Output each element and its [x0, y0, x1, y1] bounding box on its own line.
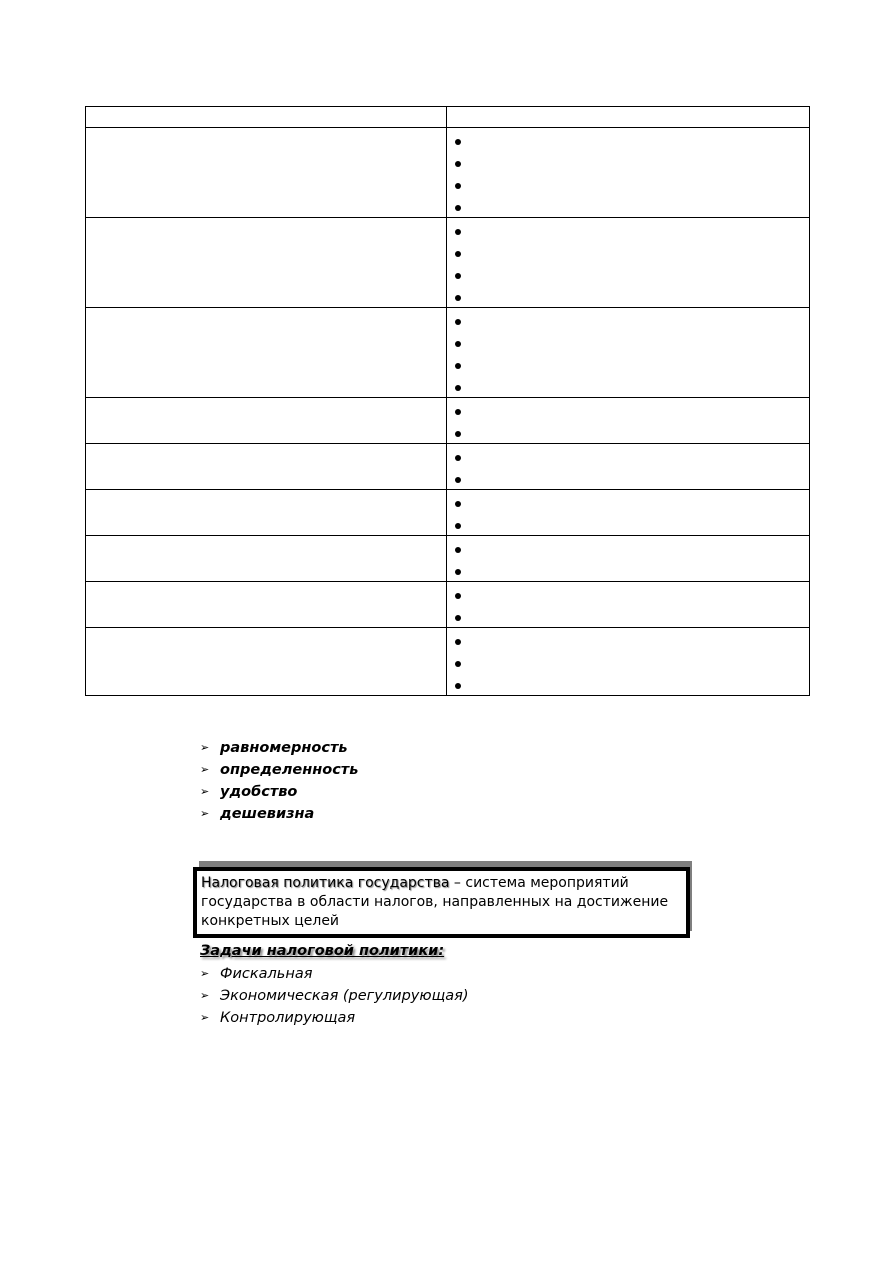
definition-term: Налоговая политика государства — [201, 875, 450, 891]
bullet-icon — [455, 409, 461, 415]
table-cell-left — [86, 218, 447, 308]
bullet-list — [447, 308, 809, 397]
table-cell-right — [447, 128, 810, 218]
list-item: ➢ дешевизна — [200, 803, 358, 825]
list-item — [447, 285, 809, 307]
tasks-list — [200, 963, 469, 1029]
bullet-icon — [455, 319, 461, 325]
table-row — [86, 628, 810, 696]
list-item — [447, 173, 809, 195]
list-item — [447, 309, 809, 331]
table-cell-right — [447, 218, 810, 308]
list-item — [447, 651, 809, 673]
bullet-list — [447, 128, 809, 217]
table-row — [86, 107, 810, 128]
table-cell-left — [86, 628, 447, 696]
bullet-icon — [455, 455, 461, 461]
arrowhead-icon: ➢ — [200, 989, 210, 1002]
definition-text: система мероприятий государства в области налогов, направленных на достижение конкретных целей — [201, 875, 669, 929]
list-item — [447, 195, 809, 217]
bullet-icon — [455, 683, 461, 689]
bullet-icon — [455, 273, 461, 279]
table-cell-right — [447, 308, 810, 398]
bullet-list — [447, 536, 809, 581]
table-cell-right — [447, 490, 810, 536]
bullet-list — [447, 628, 809, 695]
list-item — [447, 537, 809, 559]
table-cell-right — [447, 107, 810, 128]
bullet-list — [447, 444, 809, 489]
table-cell-right — [447, 628, 810, 696]
table-cell-left — [86, 128, 447, 218]
list-item: ➢ удобство — [200, 781, 358, 803]
bullet-icon — [455, 229, 461, 235]
bullet-icon — [455, 139, 461, 145]
bullet-icon — [455, 569, 461, 575]
table-cell-right — [447, 582, 810, 628]
table-row — [86, 490, 810, 536]
table-cell-left — [86, 398, 447, 444]
table-row — [86, 536, 810, 582]
table-row — [86, 582, 810, 628]
bullet-icon — [455, 547, 461, 553]
table-row — [86, 218, 810, 308]
tax-principles-list — [200, 737, 358, 825]
list-item — [447, 421, 809, 443]
bullet-icon — [455, 431, 461, 437]
bullet-list — [447, 398, 809, 443]
table-row — [86, 308, 810, 398]
bullet-icon — [455, 501, 461, 507]
table-cell-right — [447, 444, 810, 490]
list-item — [447, 219, 809, 241]
list-item — [447, 673, 809, 695]
table-cell-left — [86, 490, 447, 536]
arrowhead-icon: ➢ — [200, 763, 210, 776]
bullet-icon — [455, 205, 461, 211]
definition-dash: – — [449, 875, 466, 891]
arrowhead-icon: ➢ — [200, 967, 210, 980]
list-item: ➢ Контролирующая — [200, 1007, 469, 1029]
list-item — [447, 353, 809, 375]
bullet-icon — [455, 295, 461, 301]
table-cell-left — [86, 444, 447, 490]
bullet-icon — [455, 183, 461, 189]
bullet-icon — [455, 639, 461, 645]
bullet-icon — [455, 593, 461, 599]
bullet-icon — [455, 251, 461, 257]
list-item — [447, 513, 809, 535]
list-item — [447, 583, 809, 605]
bullet-icon — [455, 385, 461, 391]
list-item — [447, 331, 809, 353]
definition-box — [193, 867, 690, 938]
list-item — [447, 263, 809, 285]
arrowhead-icon: ➢ — [200, 741, 210, 754]
bullet-icon — [455, 615, 461, 621]
bullet-list — [447, 218, 809, 307]
list-item: ➢ Экономическая (регулирующая) — [200, 985, 469, 1007]
arrowhead-icon: ➢ — [200, 807, 210, 820]
bullet-icon — [455, 523, 461, 529]
principles-table — [85, 106, 810, 696]
list-item — [447, 491, 809, 513]
table-cell-left — [86, 107, 447, 128]
table-cell-right — [447, 398, 810, 444]
bullet-icon — [455, 661, 461, 667]
list-item — [447, 629, 809, 651]
tasks-heading: Задачи налоговой политики: — [200, 943, 445, 959]
table-cell-left — [86, 308, 447, 398]
bullet-list — [447, 582, 809, 627]
bullet-icon — [455, 477, 461, 483]
bullet-icon — [455, 341, 461, 347]
list-item — [447, 241, 809, 263]
arrowhead-icon: ➢ — [200, 785, 210, 798]
table-row — [86, 444, 810, 490]
table-row — [86, 398, 810, 444]
list-item — [447, 445, 809, 467]
table-cell-left — [86, 536, 447, 582]
list-item: ➢ равномерность — [200, 737, 358, 759]
table-cell-left — [86, 582, 447, 628]
bullet-icon — [455, 161, 461, 167]
list-item — [447, 467, 809, 489]
list-item: ➢ определенность — [200, 759, 358, 781]
bullet-icon — [455, 363, 461, 369]
list-item — [447, 605, 809, 627]
list-item — [447, 559, 809, 581]
list-item — [447, 151, 809, 173]
arrowhead-icon: ➢ — [200, 1011, 210, 1024]
list-item: ➢ Фискальная — [200, 963, 469, 985]
table-cell-right — [447, 536, 810, 582]
bullet-list — [447, 490, 809, 535]
table-row — [86, 128, 810, 218]
list-item — [447, 399, 809, 421]
list-item — [447, 375, 809, 397]
list-item — [447, 129, 809, 151]
